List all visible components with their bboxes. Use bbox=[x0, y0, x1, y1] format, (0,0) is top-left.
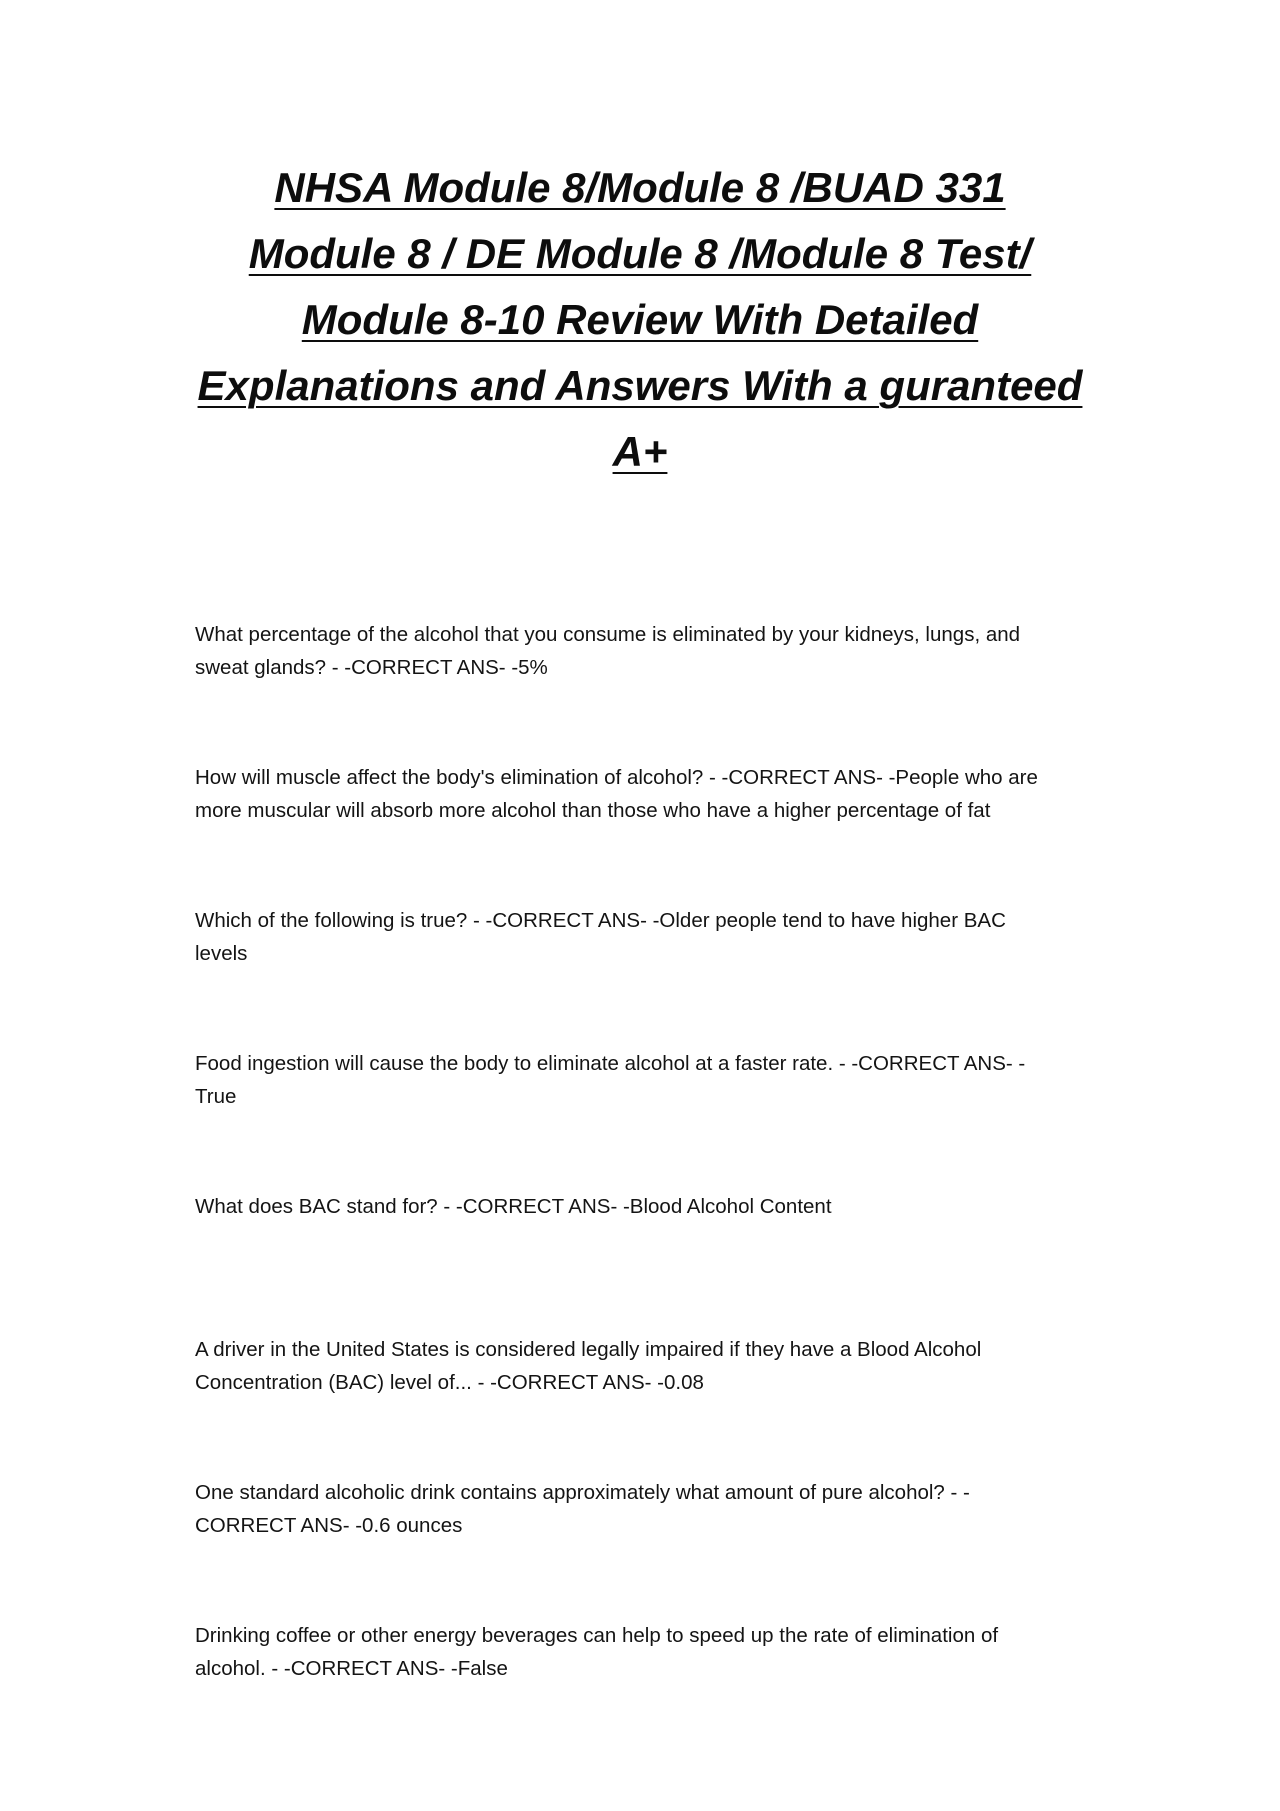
qa-line: CORRECT ANS- -0.6 ounces bbox=[195, 1514, 463, 1537]
qa-line: A driver in the United States is considered legally impaired if they have a Blood Alcohol bbox=[195, 1338, 982, 1361]
document-title bbox=[180, 155, 1100, 485]
qa-line: levels bbox=[195, 942, 248, 965]
qa-item-3 bbox=[195, 904, 1006, 970]
qa-line: alcohol. - -CORRECT ANS- -False bbox=[195, 1657, 508, 1680]
qa-item-6 bbox=[195, 1333, 981, 1399]
qa-line: True bbox=[195, 1085, 237, 1108]
qa-item-2 bbox=[195, 761, 1038, 827]
title-line: Module 8-10 Review With Detailed bbox=[301, 296, 979, 343]
qa-item-1 bbox=[195, 618, 1020, 684]
qa-line: more muscular will absorb more alcohol than those who have a higher percentage of fat bbox=[195, 799, 991, 822]
qa-line: Food ingestion will cause the body to eliminate alcohol at a faster rate. - -CORRECT ANS- - bbox=[195, 1052, 1026, 1075]
title-line: Explanations and Answers With a guranteed bbox=[197, 362, 1083, 409]
qa-line: sweat glands? - -CORRECT ANS- -5% bbox=[195, 656, 548, 679]
title-line: NHSA Module 8/Module 8 /BUAD 331 bbox=[274, 164, 1006, 211]
qa-line: What does BAC stand for? - -CORRECT ANS- -Blood Alcohol Content bbox=[195, 1195, 832, 1218]
qa-item-8 bbox=[195, 1619, 998, 1685]
qa-line: One standard alcoholic drink contains approximately what amount of pure alcohol? - - bbox=[195, 1481, 970, 1504]
qa-item-5 bbox=[195, 1190, 832, 1223]
qa-line: How will muscle affect the body's elimination of alcohol? - -CORRECT ANS- -People who are bbox=[195, 766, 1038, 789]
qa-line: What percentage of the alcohol that you consume is eliminated by your kidneys, lungs, and bbox=[195, 623, 1021, 646]
title-line: A+ bbox=[612, 428, 668, 475]
qa-line: Drinking coffee or other energy beverages can help to speed up the rate of elimination of bbox=[195, 1624, 999, 1647]
qa-item-4 bbox=[195, 1047, 1025, 1113]
title-line: Module 8 / DE Module 8 /Module 8 Test/ bbox=[248, 230, 1032, 277]
qa-line: Which of the following is true? - -CORRECT ANS- -Older people tend to have higher BAC bbox=[195, 909, 1006, 932]
qa-item-7 bbox=[195, 1476, 970, 1542]
qa-line: Concentration (BAC) level of... - -CORRECT ANS- -0.08 bbox=[195, 1371, 704, 1394]
